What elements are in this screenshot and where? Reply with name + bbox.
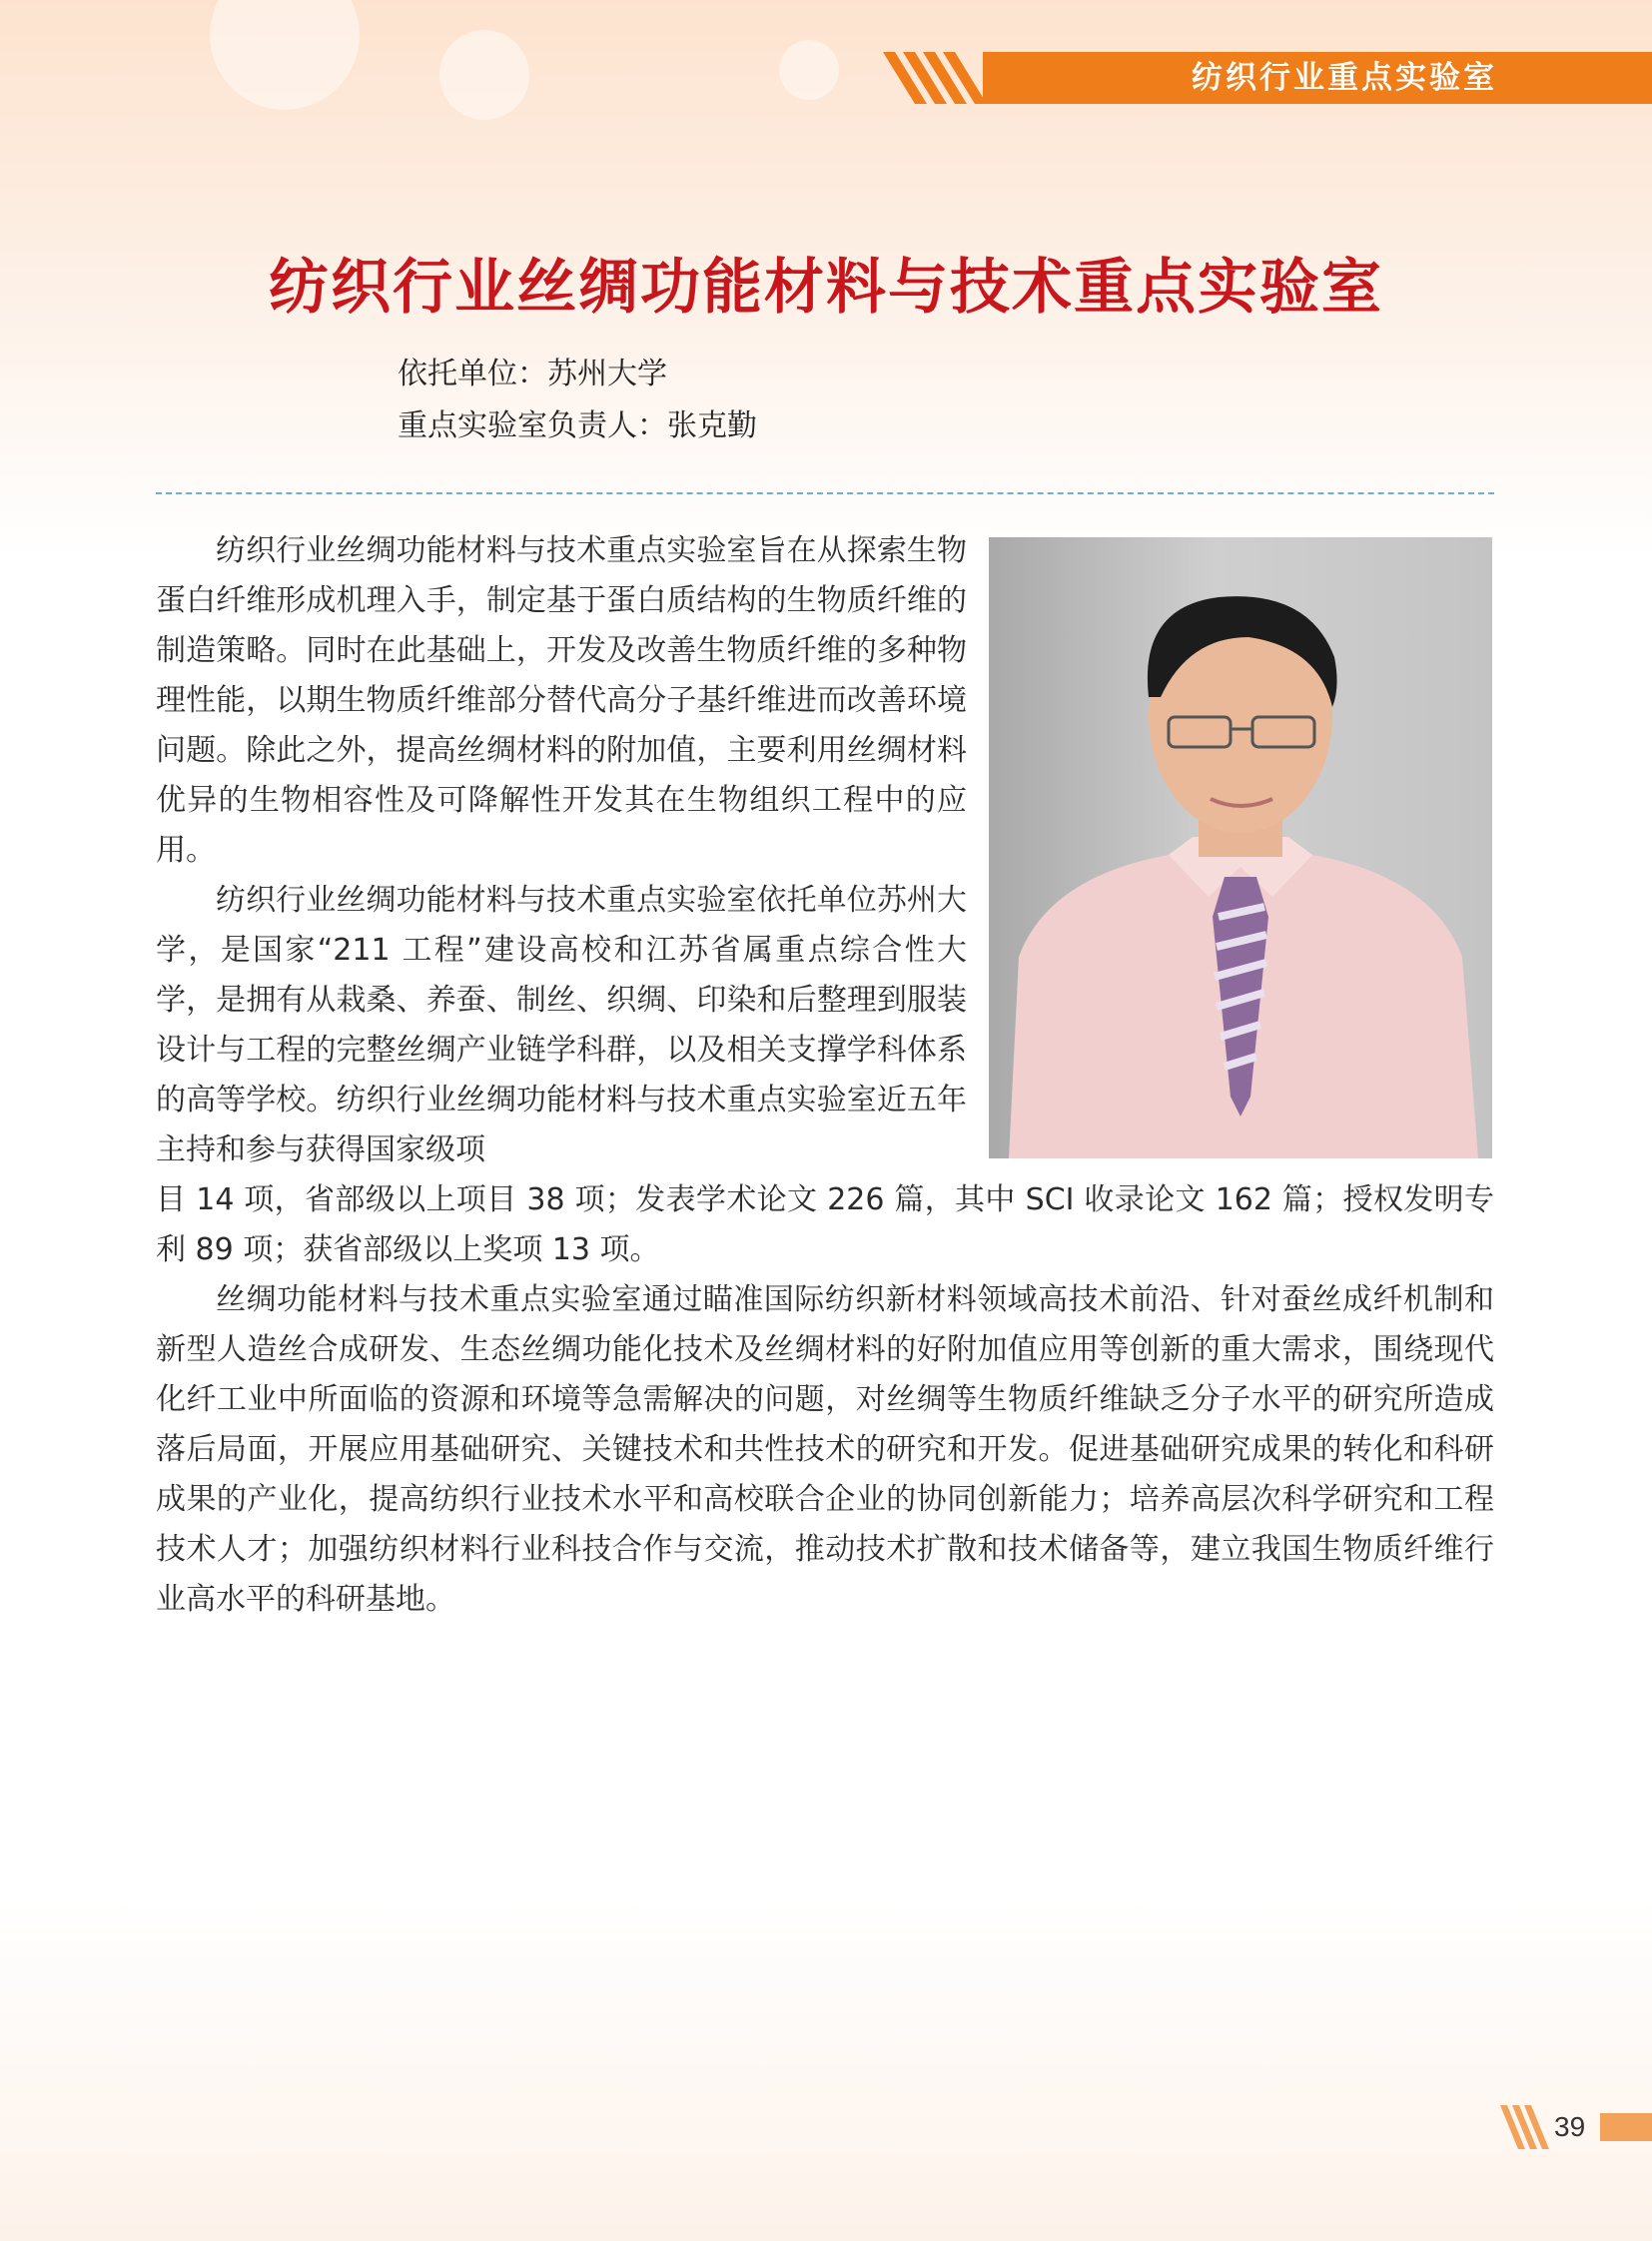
background-bokeh [779,40,839,100]
section-header-banner [883,52,1652,104]
portrait-illustration [989,537,1492,1158]
paragraph-achievements: 目 14 项，省部级以上项目 38 项；发表学术论文 226 篇，其中 SCI 收录论文 162 篇；授权发明专利 89 项；获省部级以上奖项 13 项。 [156,1182,1494,1267]
lab-director: 重点实验室负责人：张克勤 [398,408,757,443]
paragraph-host-university: 纺织行业丝绸功能材料与技术重点实验室依托单位苏州大学，是国家“211 工程”建设高校和江苏省属重点综合性大学，是拥有从栽桑、养蚕、制丝、织绸、印染和后整理到服装设计与工程的完整丝绸产业链学科群，以及相关支撑学科体系的高等学校。纺织行业丝绸功能材料与技术重点实验室近五年主持和参与获得国家级项 [156,883,967,1167]
article-title: 纺织行业丝绸功能材料与技术重点实验室 [269,253,1383,323]
page-number: 39 [1554,2111,1586,2142]
dashed-divider [156,492,1494,494]
background-bokeh [439,30,529,120]
paragraph-lab-mission: 纺织行业丝绸功能材料与技术重点实验室旨在从探索生物蛋白纤维形成机理入手，制定基于蛋白质结构的生物质纤维的制造策略。同时在此基础上，开发及改善生物质纤维的多种物理性能，以期生物质纤维部分替代高分子基纤维进而改善环境问题。除此之外，提高丝绸材料的附加值，主要利用丝绸材料优异的生物相容性及可降解性开发其在生物组织工程中的应用。 [156,533,967,868]
director-portrait-photo [989,537,1492,1158]
page-number-footer [1500,2105,1652,2149]
stripes-decoration-icon [1500,2105,1550,2149]
paragraph-research-goals: 丝绸功能材料与技术重点实验室通过瞄准国际纺织新材料领域高技术前沿、针对蚕丝成纤机制和新型人造丝合成研发、生态丝绸功能化技术及丝绸材料的好附加值应用等创新的重大需求，围绕现代化纤工业中所面临的资源和环境等急需解决的问题，对丝绸等生物质纤维缺乏分子水平的研究所造成落后局面，开展应用基础研究、关键技术和共性技术的研究和开发。促进基础研究成果的转化和科研成果的产业化，提高纺织行业技术水平和高校联合企业的协同创新能力；培养高层次科学研究和工程技术人才；加强纺织材料行业科技合作与交流，推动技术扩散和技术储备等，建立我国生物质纤维行业高水平的科研基地。 [156,1282,1494,1617]
section-header-title: 纺织行业重点实验室 [1192,60,1497,96]
page-tab-decoration [1600,2113,1652,2141]
background-bokeh [210,0,360,110]
host-unit: 依托单位：苏州大学 [398,357,667,391]
